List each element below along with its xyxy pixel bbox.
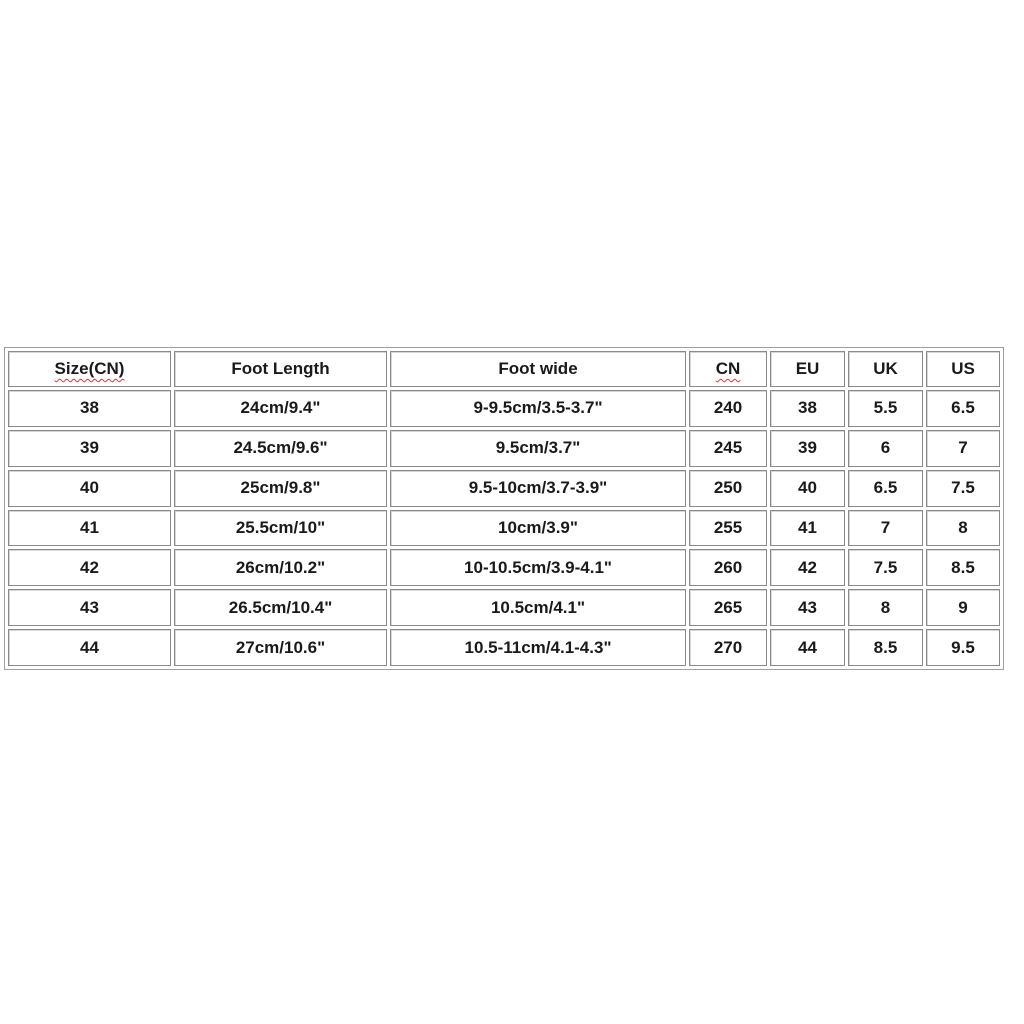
cell-uk: 6.5 [848, 470, 923, 507]
cell-us: 9 [926, 589, 1000, 626]
cell-us: 8 [926, 510, 1000, 547]
cell-eu: 41 [770, 510, 845, 547]
cell-foot-wide: 10.5cm/4.1" [390, 589, 686, 626]
cell-cn: 270 [689, 629, 767, 666]
cell-uk: 7 [848, 510, 923, 547]
cell-us: 9.5 [926, 629, 1000, 666]
cell-eu: 43 [770, 589, 845, 626]
cell-foot-length: 24.5cm/9.6" [174, 430, 387, 467]
cell-eu: 44 [770, 629, 845, 666]
cell-cn: 265 [689, 589, 767, 626]
cell-foot-length: 25cm/9.8" [174, 470, 387, 507]
cell-size-cn: 43 [8, 589, 171, 626]
cell-cn: 255 [689, 510, 767, 547]
cell-us: 7 [926, 430, 1000, 467]
cell-foot-wide: 9-9.5cm/3.5-3.7" [390, 390, 686, 427]
table-header-row [8, 351, 1000, 387]
cell-size-cn: 39 [8, 430, 171, 467]
header-size-cn: Size(CN) [8, 351, 171, 387]
table-row [8, 430, 1000, 467]
cell-foot-wide: 9.5-10cm/3.7-3.9" [390, 470, 686, 507]
cell-foot-length: 25.5cm/10" [174, 510, 387, 547]
cell-foot-wide: 10.5-11cm/4.1-4.3" [390, 629, 686, 666]
cell-size-cn: 40 [8, 470, 171, 507]
cell-uk: 6 [848, 430, 923, 467]
cell-uk: 7.5 [848, 549, 923, 586]
cell-cn: 240 [689, 390, 767, 427]
header-eu: EU [770, 351, 845, 387]
size-chart-table [4, 347, 1004, 670]
cell-eu: 42 [770, 549, 845, 586]
table-row [8, 510, 1000, 547]
header-uk: UK [848, 351, 923, 387]
table-row [8, 549, 1000, 586]
cell-us: 7.5 [926, 470, 1000, 507]
header-foot-length: Foot Length [174, 351, 387, 387]
cell-cn: 260 [689, 549, 767, 586]
cell-foot-wide: 10-10.5cm/3.9-4.1" [390, 549, 686, 586]
cell-cn: 245 [689, 430, 767, 467]
table-row [8, 470, 1000, 507]
cell-size-cn: 41 [8, 510, 171, 547]
cell-uk: 8.5 [848, 629, 923, 666]
cell-uk: 8 [848, 589, 923, 626]
cell-foot-length: 27cm/10.6" [174, 629, 387, 666]
cell-foot-length: 26cm/10.2" [174, 549, 387, 586]
cell-size-cn: 38 [8, 390, 171, 427]
table-row [8, 589, 1000, 626]
cell-size-cn: 42 [8, 549, 171, 586]
table-row [8, 629, 1000, 666]
cell-foot-length: 26.5cm/10.4" [174, 589, 387, 626]
table-row [8, 390, 1000, 427]
cell-uk: 5.5 [848, 390, 923, 427]
cell-eu: 40 [770, 470, 845, 507]
cell-foot-wide: 10cm/3.9" [390, 510, 686, 547]
header-cn: CN [689, 351, 767, 387]
cell-cn: 250 [689, 470, 767, 507]
cell-us: 8.5 [926, 549, 1000, 586]
cell-foot-length: 24cm/9.4" [174, 390, 387, 427]
cell-us: 6.5 [926, 390, 1000, 427]
cell-eu: 39 [770, 430, 845, 467]
header-us: US [926, 351, 1000, 387]
cell-foot-wide: 9.5cm/3.7" [390, 430, 686, 467]
cell-eu: 38 [770, 390, 845, 427]
cell-size-cn: 44 [8, 629, 171, 666]
header-foot-wide: Foot wide [390, 351, 686, 387]
